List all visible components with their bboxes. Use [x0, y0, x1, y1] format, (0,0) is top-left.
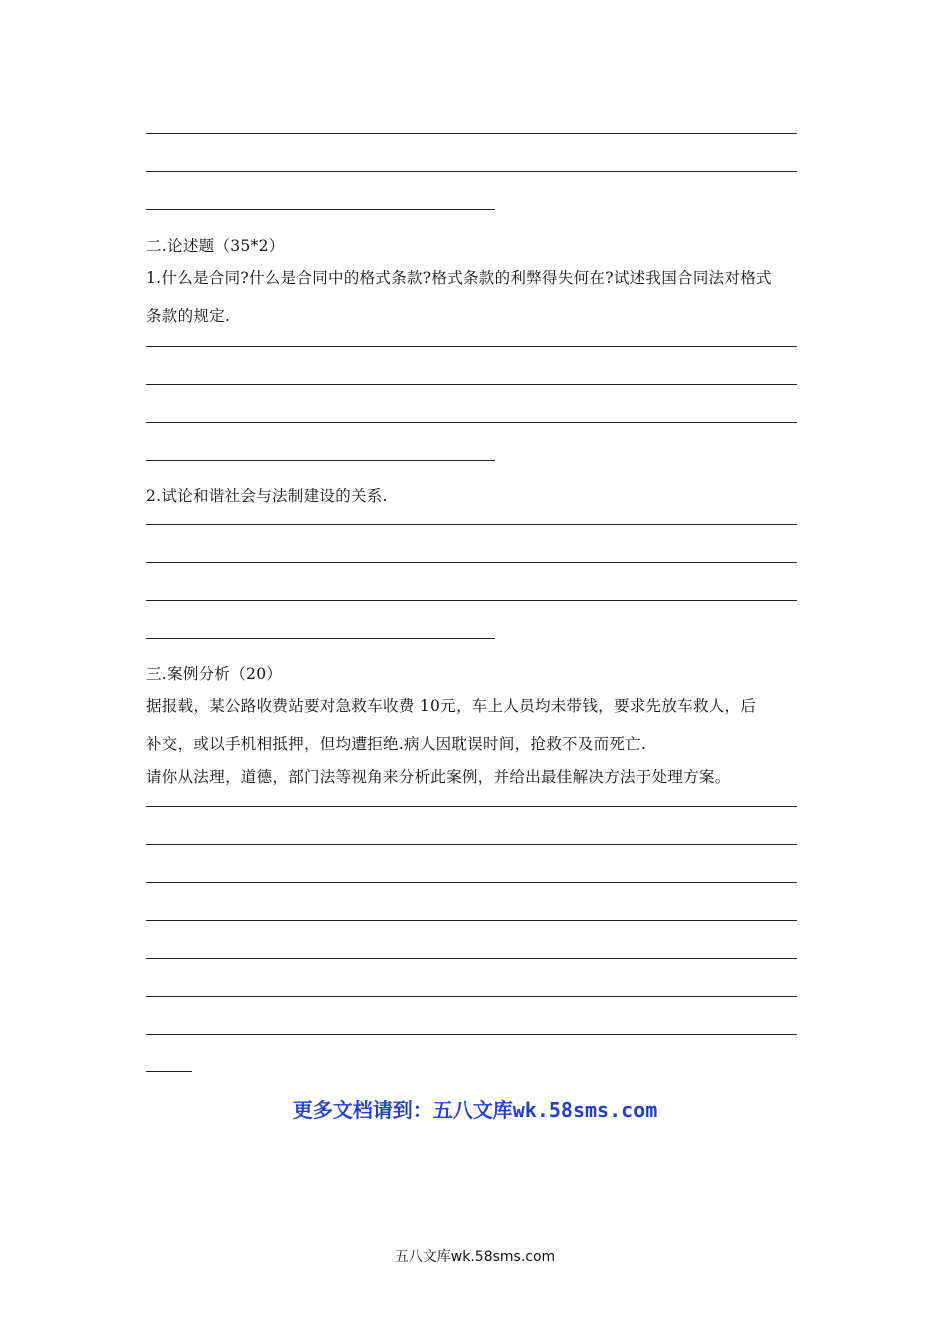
section-3-heading: 三.案例分析（20）: [146, 665, 283, 683]
answer-line: [146, 996, 797, 997]
answer-line: [146, 958, 797, 959]
answer-line: [146, 1071, 192, 1072]
answer-line: [146, 600, 797, 601]
answer-line: [146, 133, 797, 134]
answer-line: [146, 460, 495, 461]
answer-line: [146, 524, 797, 525]
answer-line: [146, 422, 797, 423]
answer-line: [146, 346, 797, 347]
answer-line: [146, 638, 495, 639]
answer-line: [146, 882, 797, 883]
case-line-1: 据报载，某公路收费站要对急救车收费 10元，车上人员均未带钱，要求先放车救人，后: [146, 697, 757, 715]
question-1-line-1: 1.什么是合同?什么是合同中的格式条款?格式条款的利弊得失何在?试述我国合同法对格式: [146, 269, 772, 287]
answer-line: [146, 209, 495, 210]
answer-line: [146, 1034, 797, 1035]
case-instruction: 请你从法理，道德，部门法等视角来分析此案例，并给出最佳解决方法于处理方案。: [146, 768, 731, 786]
page-footer: 五八文库wk.58sms.com: [394, 1249, 556, 1265]
answer-line: [146, 920, 797, 921]
question-2: 2.试论和谐社会与法制建设的关系.: [146, 487, 388, 505]
answer-line: [146, 171, 797, 172]
promo-link[interactable]: 更多文档请到：五八文库wk.58sms.com: [292, 1098, 658, 1122]
question-1-line-2: 条款的规定.: [146, 307, 231, 325]
answer-line: [146, 806, 797, 807]
answer-line: [146, 562, 797, 563]
section-2-heading: 二.论述题（35*2）: [146, 237, 285, 255]
answer-line: [146, 384, 797, 385]
case-line-2: 补交，或以手机相抵押，但均遭拒绝.病人因耽误时间，抢救不及而死亡.: [146, 735, 647, 753]
answer-line: [146, 844, 797, 845]
